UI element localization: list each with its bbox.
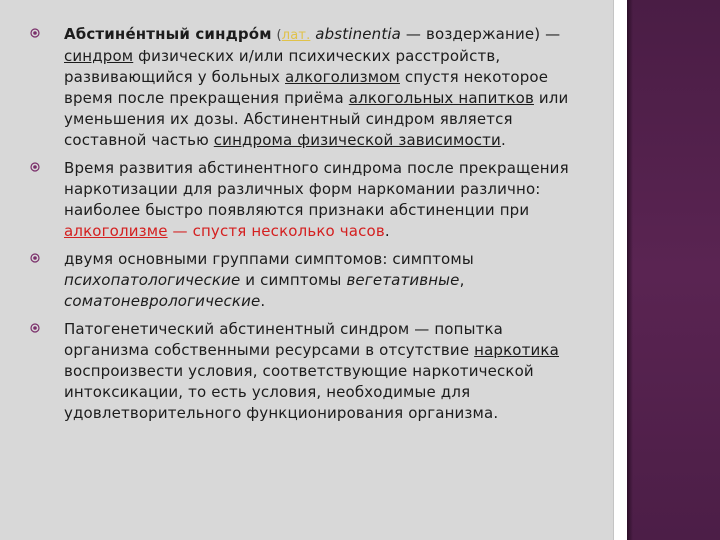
list-item [30,249,610,312]
target-circle-icon [30,28,40,38]
text-line: развивающийся у больных алкоголизмом спустя некоторое [64,68,549,86]
alcoholic-drinks-link[interactable]: алкогольных напитков [348,89,534,107]
text-line: интоксикации, то есть условия, необходимые для [64,383,471,401]
alcoholism-red-link[interactable]: алкоголизме [64,222,168,240]
text-line: организма собственными ресурсами в отсутствие наркотика [64,341,559,359]
text-line: составной частью синдрома физической зависимости. [64,131,506,149]
text-line: наиболее быстро появляются признаки абстиненции при [64,201,530,219]
red-highlight-text: — спустя несколько часов [167,222,385,240]
target-circle-icon [30,253,40,263]
text-line: удовлетворительного функционирования организма. [64,404,499,422]
text-line: воспроизвести условия, соответствующие наркотической [64,362,534,380]
syndrome-link[interactable]: синдром [64,47,134,65]
target-circle-icon [30,162,40,172]
list-item [30,158,610,242]
text-line: Патогенетический абстинентный синдром — попытка [64,320,504,338]
psychopathological-term: психопатологические [64,271,241,289]
text-line: синдром физических и/или психических расстройств, [64,47,501,65]
physical-dependence-link[interactable]: синдрома физической зависимости [213,131,501,149]
term-heading: Абстине́нтный синдро́м [64,25,272,43]
decorative-side-band [627,0,720,540]
text-line: двумя основными группами симптомов: симптомы [64,250,474,268]
list-item [30,24,610,151]
latin-term: abstinentia [315,25,402,43]
somatoneurological-term: соматоневрологические [64,292,261,310]
bullet-list [30,24,610,431]
target-circle-icon [30,323,40,333]
alcoholism-link[interactable]: алкоголизмом [285,68,400,86]
text-line: уменьшения их дозы. Абстинентный синдром является [64,110,513,128]
text-line: психопатологические и симптомы вегетативные, [64,271,465,289]
text-line: алкоголизме — спустя несколько часов. [64,222,390,240]
text-line: Абстине́нтный синдро́м (лат. abstinentia — воздержание) — [64,25,561,43]
list-item [30,319,610,424]
text-line: время после прекращения приёма алкогольных напитков или [64,89,569,107]
text-line: соматоневрологические. [64,292,266,310]
text-line: наркотизации для различных форм наркомании различно: [64,180,541,198]
vegetative-term: вегетативные [346,271,460,289]
text-line: Время развития абстинентного синдрома после прекращения [64,159,569,177]
lat-link[interactable]: лат. [281,28,311,43]
narcotic-link[interactable]: наркотика [474,341,559,359]
